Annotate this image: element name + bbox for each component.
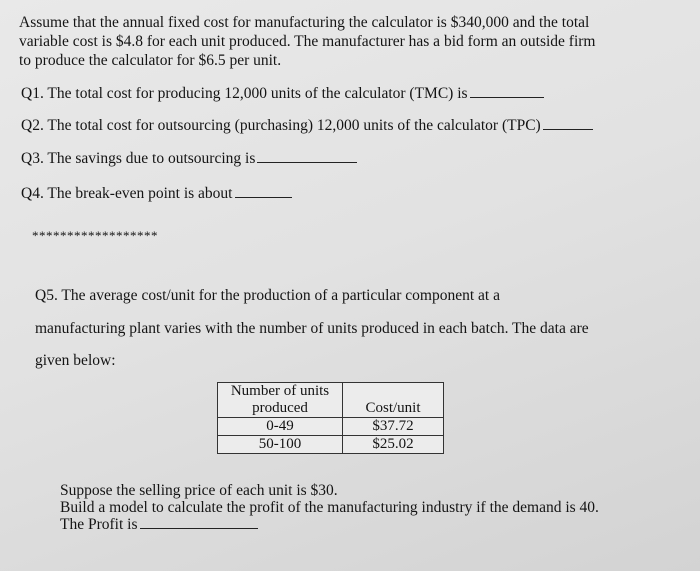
table-row: [218, 436, 444, 454]
header-cost-cell: Cost/unit: [343, 383, 444, 418]
q5-line-2: manufacturing plant varies with the number of units produced in each batch. The data are: [35, 320, 589, 337]
units-cell: 50-100: [218, 436, 343, 454]
question-1-text: Q1. The total cost for producing 12,000 units of the calculator (TMC) is: [21, 85, 468, 102]
table-row: [218, 418, 444, 436]
question-3: [21, 150, 357, 168]
question-1: [21, 85, 544, 103]
header-units-line-2: produced: [252, 400, 308, 416]
question-4: [21, 185, 292, 203]
separator-stars: ******************: [32, 228, 158, 243]
units-cell: 0-49: [218, 418, 343, 436]
closing-line-3: [60, 516, 258, 534]
question-3-text: Q3. The savings due to outsourcing is: [21, 150, 256, 167]
q5-line-1: Q5. The average cost/unit for the production of a particular component at a: [35, 287, 500, 304]
answer-blank-q2: [543, 117, 593, 130]
cost-cell: $37.72: [343, 418, 444, 436]
intro-line-1: Assume that the annual fixed cost for manufacturing the calculator is $340,000 and the total: [19, 14, 590, 31]
answer-blank-q3: [257, 150, 357, 163]
closing-line-2: Build a model to calculate the profit of the manufacturing industry if the demand is 40.: [60, 499, 599, 516]
profit-label: The Profit is: [60, 516, 138, 533]
question-2: [21, 117, 593, 135]
cost-cell: $25.02: [343, 436, 444, 454]
closing-line-1: Suppose the selling price of each unit is $30.: [60, 482, 338, 499]
intro-line-3: to produce the calculator for $6.5 per unit.: [19, 52, 282, 69]
answer-blank-q1: [470, 85, 544, 98]
q5-line-3: given below:: [35, 352, 116, 369]
table-header-row: [218, 383, 444, 418]
cost-table: [217, 382, 444, 454]
question-4-text: Q4. The break-even point is about: [21, 185, 233, 202]
question-2-text: Q2. The total cost for outsourcing (purchasing) 12,000 units of the calculator (TPC): [21, 117, 541, 134]
intro-line-2: variable cost is $4.8 for each unit produced. The manufacturer has a bid form an outside firm: [19, 33, 596, 50]
answer-blank-profit: [140, 516, 258, 529]
header-units-cell: [218, 383, 343, 418]
header-units-line-1: Number of units: [230, 383, 330, 399]
answer-blank-q4: [235, 185, 292, 198]
